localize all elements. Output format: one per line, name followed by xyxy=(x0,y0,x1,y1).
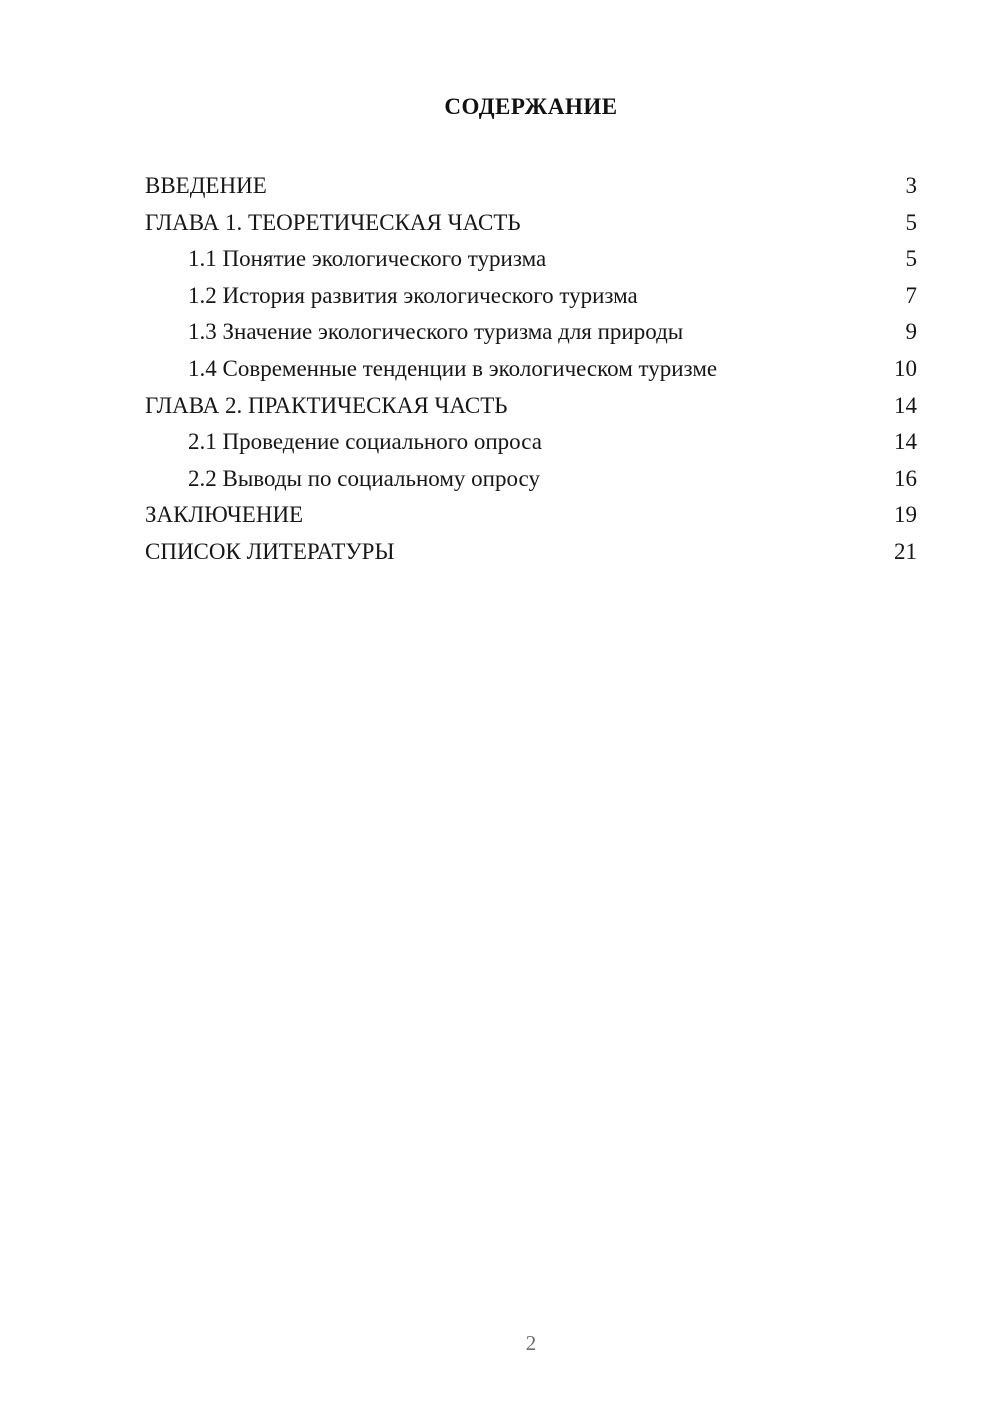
toc-entry-label: 1.4 Современные тенденции в экологическом туризме xyxy=(188,355,718,381)
toc-entry xyxy=(145,497,917,534)
footer-page-number: 2 xyxy=(525,1331,537,1355)
toc-entry-page: 16 xyxy=(894,465,917,491)
toc-entry xyxy=(145,534,917,571)
toc-entry-label: ГЛАВА 2. ПРАКТИЧЕСКАЯ ЧАСТЬ xyxy=(145,392,508,418)
toc-entry-label: 1.3 Значение экологического туризма для природы xyxy=(188,319,684,345)
toc-entry-page: 19 xyxy=(894,502,917,528)
toc-entry xyxy=(145,388,917,425)
toc-entry-page: 21 xyxy=(894,538,917,564)
toc-entry-page: 10 xyxy=(894,355,917,381)
toc-entry-label: 2.2 Выводы по социальному опросу xyxy=(188,465,540,491)
toc-entry xyxy=(145,241,917,278)
toc-entry xyxy=(145,351,917,388)
toc-entry-label: СПИСОК ЛИТЕРАТУРЫ xyxy=(145,538,395,564)
toc-entry-page: 14 xyxy=(894,392,917,418)
toc-entry-label: ГЛАВА 1. ТЕОРЕТИЧЕСКАЯ ЧАСТЬ xyxy=(145,209,521,235)
toc-entry xyxy=(145,205,917,242)
toc-entry xyxy=(145,424,917,461)
toc-entry-label: 1.2 История развития экологического туризма xyxy=(188,282,638,308)
toc-entry-page: 9 xyxy=(905,319,917,345)
toc-entry xyxy=(145,278,917,315)
toc-entry-label: 1.1 Понятие экологического туризма xyxy=(188,246,547,272)
toc-entry-label: ВВЕДЕНИЕ xyxy=(145,173,267,198)
toc-entry-page: 7 xyxy=(905,282,917,308)
toc-entry-page: 5 xyxy=(905,246,917,272)
toc-entry-page: 3 xyxy=(905,173,917,198)
toc-entry xyxy=(145,168,917,205)
toc-entry xyxy=(145,461,917,498)
table-of-contents xyxy=(145,168,917,571)
toc-entry-label: ЗАКЛЮЧЕНИЕ xyxy=(145,502,304,528)
toc-entry-label: 2.1 Проведение социального опроса xyxy=(188,429,542,455)
toc-entry-page: 5 xyxy=(905,209,917,235)
page-title: СОДЕРЖАНИЕ xyxy=(444,94,618,119)
toc-entry-page: 14 xyxy=(894,429,917,455)
toc-entry xyxy=(145,314,917,351)
